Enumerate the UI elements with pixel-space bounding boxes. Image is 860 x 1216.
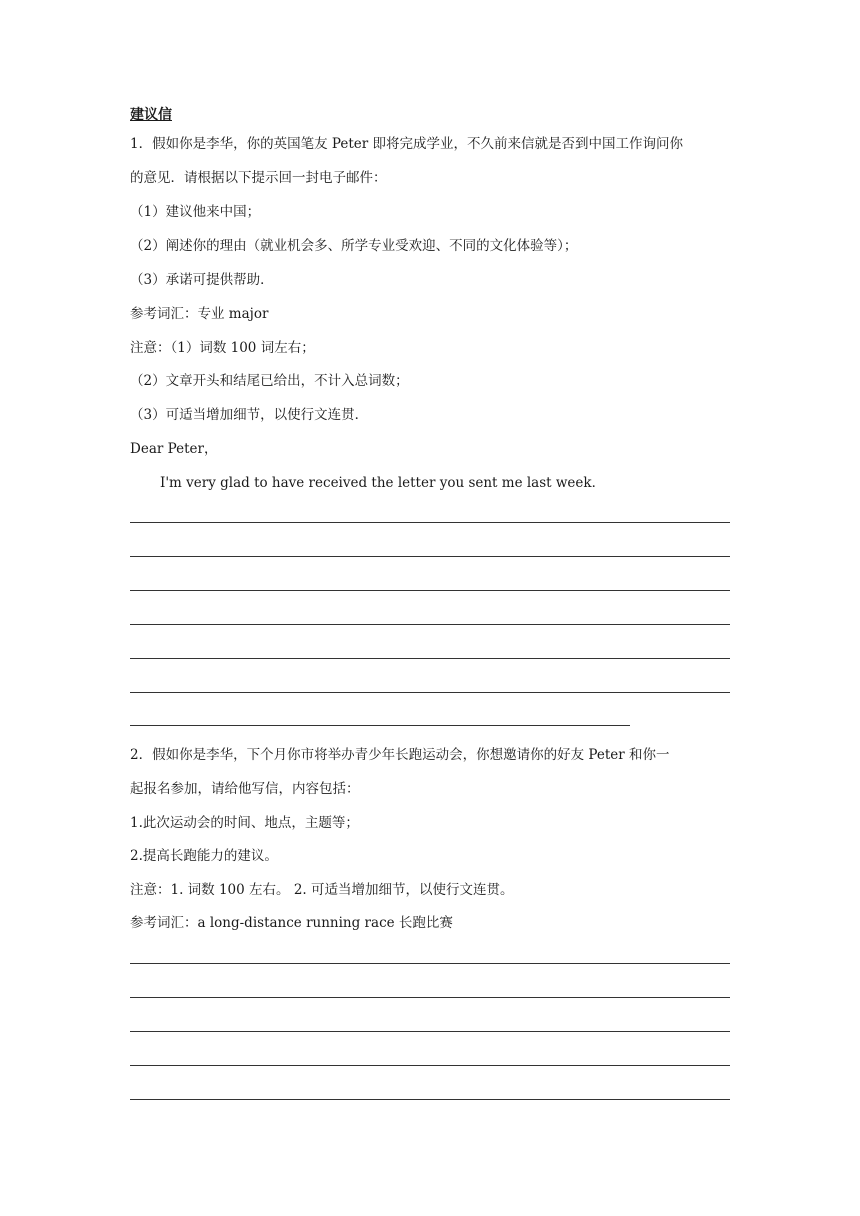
q1-point-1: （1）建议他来中国； [130,204,261,220]
q1-note-1: 注意：（1）词数 100 词左右； [130,340,315,356]
q1-answer-line-3[interactable] [130,590,730,591]
q1-answer-line-2[interactable] [130,556,730,557]
q1-answer-line-6[interactable] [130,692,730,693]
q1-opening-sentence: I'm very glad to have received the letter you sent me last week． [160,475,606,491]
q1-salutation: Dear Peter， [130,441,218,457]
q1-point-3: （3）承诺可提供帮助． [130,272,274,288]
q2-answer-line-5[interactable] [130,1099,730,1100]
q2-prompt-line-1: 2．假如你是李华，下个月你市将举办青少年长跑运动会，你想邀请你的好友 Peter 和你一 [130,747,670,763]
q1-answer-line-5[interactable] [130,658,730,659]
q1-prompt-line-1: 1．假如你是李华，你的英国笔友 Peter 即将完成学业，不久前来信就是否到中国工作询问你 [130,136,684,152]
q1-prompt-line-2: 的意见．请根据以下提示回一封电子邮件： [130,170,387,186]
q2-notes: 注意：1. 词数 100 左右。 2. 可适当增加细节，以使行文连贯。 [130,882,514,898]
q1-point-2: （2）阐述你的理由（就业机会多、所学专业受欢迎、不同的文化体验等）； [130,238,578,254]
q2-answer-line-1[interactable] [130,963,730,964]
q1-answer-line-4[interactable] [130,624,730,625]
section-title: 建议信 [130,107,172,123]
q2-answer-line-3[interactable] [130,1031,730,1032]
q2-point-2: 2.提高长跑能力的建议。 [130,848,278,864]
q2-prompt-line-2: 起报名参加，请给他写信，内容包括： [130,781,360,797]
q2-answer-line-2[interactable] [130,997,730,998]
q2-answer-line-4[interactable] [130,1065,730,1066]
q1-answer-line-7[interactable] [130,725,630,726]
q1-note-2: （2）文章开头和结尾已给出，不计入总词数； [130,373,409,389]
q1-vocab: 参考词汇：专业 major [130,306,269,322]
q2-point-1: 1.此次运动会的时间、地点，主题等； [130,815,359,831]
q1-note-3: （3）可适当增加细节，以使行文连贯． [130,407,369,423]
q2-vocab: 参考词汇：a long-distance running race 长跑比赛 [130,915,453,931]
q1-answer-line-1[interactable] [130,522,730,523]
